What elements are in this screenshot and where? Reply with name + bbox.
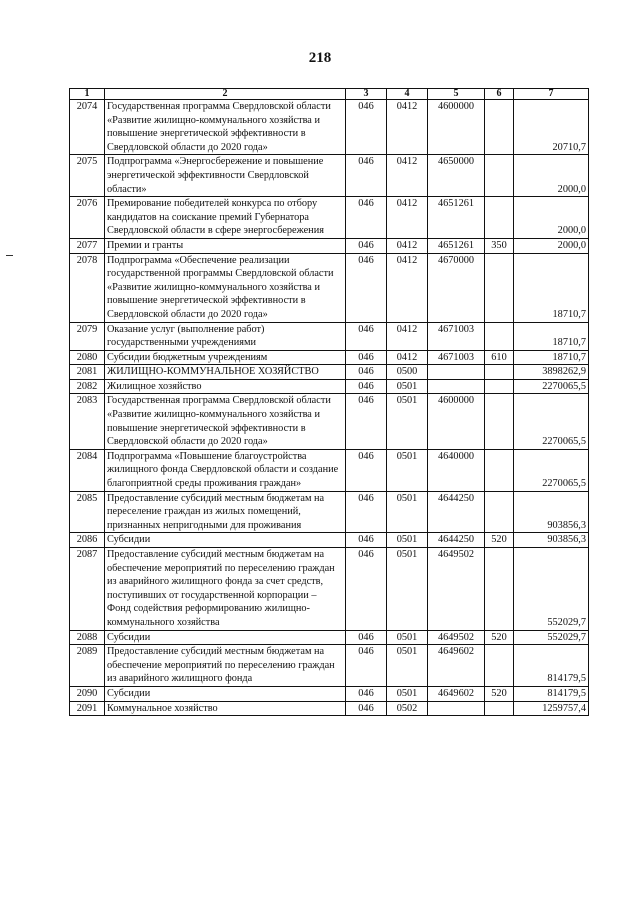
row-number: 2083	[70, 394, 105, 449]
row-number: 2078	[70, 253, 105, 322]
row-admin-code: 046	[346, 491, 387, 533]
row-target-code: 4651261	[428, 238, 485, 253]
row-number: 2079	[70, 322, 105, 350]
header-col-3: 3	[346, 89, 387, 100]
row-name: Субсидии	[105, 630, 346, 645]
row-section-code: 0412	[387, 155, 428, 197]
row-number: 2085	[70, 491, 105, 533]
row-amount: 903856,3	[514, 533, 589, 548]
table-body	[70, 100, 589, 716]
row-admin-code: 046	[346, 449, 387, 491]
row-name: Субсидии	[105, 686, 346, 701]
row-name: Предоставление субсидий местным бюджетам на обеспечение мероприятий по переселению граждан из аварийного жилищного фонда за счет средств, поступивших от государственной корпорации – Фонд содействия реформированию жилищно-коммунального хозяйства	[105, 548, 346, 631]
row-target-code: 4649602	[428, 645, 485, 687]
row-section-code: 0412	[387, 197, 428, 239]
row-number: 2077	[70, 238, 105, 253]
row-amount: 1259757,4	[514, 701, 589, 716]
row-amount: 552029,7	[514, 630, 589, 645]
row-target-code	[428, 379, 485, 394]
table-row	[70, 548, 589, 631]
row-admin-code: 046	[346, 379, 387, 394]
row-expense-type	[485, 379, 514, 394]
header-col-7: 7	[514, 89, 589, 100]
row-amount: 2270065,5	[514, 449, 589, 491]
row-name: Предоставление субсидий местным бюджетам на переселение граждан из жилых помещений, признанных непригодными для проживания	[105, 491, 346, 533]
row-name: Премирование победителей конкурса по отбору кандидатов на соискание премий Губернатора Свердловской области в сфере энергосбережения	[105, 197, 346, 239]
row-amount: 2000,0	[514, 197, 589, 239]
row-amount: 18710,7	[514, 253, 589, 322]
row-section-code: 0501	[387, 449, 428, 491]
row-section-code: 0412	[387, 322, 428, 350]
row-expense-type	[485, 197, 514, 239]
row-section-code: 0501	[387, 394, 428, 449]
table-header	[70, 89, 589, 100]
row-number: 2088	[70, 630, 105, 645]
row-expense-type	[485, 253, 514, 322]
row-expense-type: 520	[485, 533, 514, 548]
row-expense-type	[485, 548, 514, 631]
row-number: 2075	[70, 155, 105, 197]
row-section-code: 0412	[387, 253, 428, 322]
row-target-code: 4640000	[428, 449, 485, 491]
row-number: 2087	[70, 548, 105, 631]
row-name: Субсидии	[105, 533, 346, 548]
row-name: Подпрограмма «Повышение благоустройства жилищного фонда Свердловской области и создание благоприятной среды проживания граждан»	[105, 449, 346, 491]
row-admin-code: 046	[346, 533, 387, 548]
row-section-code: 0501	[387, 491, 428, 533]
row-admin-code: 046	[346, 548, 387, 631]
row-target-code: 4651261	[428, 197, 485, 239]
row-amount: 20710,7	[514, 100, 589, 155]
header-col-1: 1	[70, 89, 105, 100]
table-row	[70, 449, 589, 491]
row-name: Субсидии бюджетным учреждениям	[105, 350, 346, 365]
row-target-code: 4649502	[428, 630, 485, 645]
table-row	[70, 350, 589, 365]
row-section-code: 0502	[387, 701, 428, 716]
table-row	[70, 253, 589, 322]
row-admin-code: 046	[346, 365, 387, 380]
header-col-4: 4	[387, 89, 428, 100]
row-target-code	[428, 365, 485, 380]
row-name: Жилищное хозяйство	[105, 379, 346, 394]
row-number: 2091	[70, 701, 105, 716]
row-amount: 18710,7	[514, 350, 589, 365]
row-number: 2074	[70, 100, 105, 155]
row-section-code: 0501	[387, 548, 428, 631]
row-target-code: 4600000	[428, 394, 485, 449]
row-name: Оказание услуг (выполнение работ) государственными учреждениями	[105, 322, 346, 350]
table-row	[70, 630, 589, 645]
row-admin-code: 046	[346, 394, 387, 449]
row-expense-type	[485, 491, 514, 533]
header-col-6: 6	[485, 89, 514, 100]
row-number: 2082	[70, 379, 105, 394]
row-name: Подпрограмма «Энергосбережение и повышение энергетической эффективности Свердловской области»	[105, 155, 346, 197]
row-amount: 814179,5	[514, 645, 589, 687]
row-target-code: 4649602	[428, 686, 485, 701]
budget-table	[69, 88, 589, 716]
row-expense-type: 610	[485, 350, 514, 365]
row-target-code: 4600000	[428, 100, 485, 155]
row-section-code: 0501	[387, 686, 428, 701]
row-amount: 2270065,5	[514, 394, 589, 449]
row-amount: 2270065,5	[514, 379, 589, 394]
row-name: Государственная программа Свердловской области «Развитие жилищно-коммунального хозяйства и повышение энергетической эффективности в Свердловской области до 2020 года»	[105, 100, 346, 155]
row-expense-type	[485, 155, 514, 197]
row-name: Государственная программа Свердловской области «Развитие жилищно-коммунального хозяйства и повышение энергетической эффективности в Свердловской области до 2020 года»	[105, 394, 346, 449]
row-target-code	[428, 701, 485, 716]
row-name: ЖИЛИЩНО-КОММУНАЛЬНОЕ ХОЗЯЙСТВО	[105, 365, 346, 380]
row-amount: 903856,3	[514, 491, 589, 533]
row-admin-code: 046	[346, 238, 387, 253]
table-row	[70, 701, 589, 716]
table-row	[70, 491, 589, 533]
row-target-code: 4671003	[428, 322, 485, 350]
page-number: 218	[308, 50, 332, 66]
row-expense-type: 520	[485, 686, 514, 701]
row-section-code: 0500	[387, 365, 428, 380]
row-section-code: 0501	[387, 379, 428, 394]
row-name: Предоставление субсидий местным бюджетам на обеспечение мероприятий по переселению граждан из аварийного жилищного фонда	[105, 645, 346, 687]
row-target-code: 4644250	[428, 491, 485, 533]
row-number: 2076	[70, 197, 105, 239]
row-target-code: 4650000	[428, 155, 485, 197]
row-amount: 2000,0	[514, 238, 589, 253]
row-name: Премии и гранты	[105, 238, 346, 253]
row-expense-type	[485, 645, 514, 687]
row-admin-code: 046	[346, 645, 387, 687]
row-section-code: 0501	[387, 645, 428, 687]
row-admin-code: 046	[346, 155, 387, 197]
row-target-code: 4644250	[428, 533, 485, 548]
row-expense-type	[485, 322, 514, 350]
row-expense-type	[485, 449, 514, 491]
row-admin-code: 046	[346, 253, 387, 322]
table-row	[70, 238, 589, 253]
table-row	[70, 155, 589, 197]
row-admin-code: 046	[346, 197, 387, 239]
row-admin-code: 046	[346, 630, 387, 645]
row-section-code: 0412	[387, 238, 428, 253]
table-row	[70, 379, 589, 394]
row-amount: 552029,7	[514, 548, 589, 631]
table-row	[70, 533, 589, 548]
table-row	[70, 365, 589, 380]
row-admin-code: 046	[346, 100, 387, 155]
table-row	[70, 322, 589, 350]
row-amount: 3898262,9	[514, 365, 589, 380]
row-target-code: 4670000	[428, 253, 485, 322]
row-expense-type	[485, 365, 514, 380]
row-section-code: 0412	[387, 350, 428, 365]
row-name: Подпрограмма «Обеспечение реализации государственной программы Свердловской области «Развитие жилищно-коммунального хозяйства и повышение энергетической эффективности в Свердловской области до 2020 года»	[105, 253, 346, 322]
row-expense-type: 350	[485, 238, 514, 253]
row-number: 2086	[70, 533, 105, 548]
row-admin-code: 046	[346, 350, 387, 365]
table-row	[70, 645, 589, 687]
row-target-code: 4671003	[428, 350, 485, 365]
row-number: 2080	[70, 350, 105, 365]
header-row	[70, 89, 589, 100]
row-amount: 2000,0	[514, 155, 589, 197]
row-expense-type	[485, 701, 514, 716]
row-number: 2081	[70, 365, 105, 380]
row-name: Коммунальное хозяйство	[105, 701, 346, 716]
row-expense-type: 520	[485, 630, 514, 645]
table-row	[70, 100, 589, 155]
row-admin-code: 046	[346, 701, 387, 716]
row-number: 2084	[70, 449, 105, 491]
header-col-2: 2	[105, 89, 346, 100]
row-expense-type	[485, 100, 514, 155]
row-admin-code: 046	[346, 686, 387, 701]
row-number: 2090	[70, 686, 105, 701]
row-section-code: 0501	[387, 630, 428, 645]
row-amount: 814179,5	[514, 686, 589, 701]
row-number: 2089	[70, 645, 105, 687]
row-amount: 18710,7	[514, 322, 589, 350]
row-expense-type	[485, 394, 514, 449]
row-admin-code: 046	[346, 322, 387, 350]
margin-mark	[6, 255, 13, 256]
table-row	[70, 394, 589, 449]
table-row	[70, 686, 589, 701]
row-target-code: 4649502	[428, 548, 485, 631]
row-section-code: 0412	[387, 100, 428, 155]
header-col-5: 5	[428, 89, 485, 100]
table-row	[70, 197, 589, 239]
row-section-code: 0501	[387, 533, 428, 548]
